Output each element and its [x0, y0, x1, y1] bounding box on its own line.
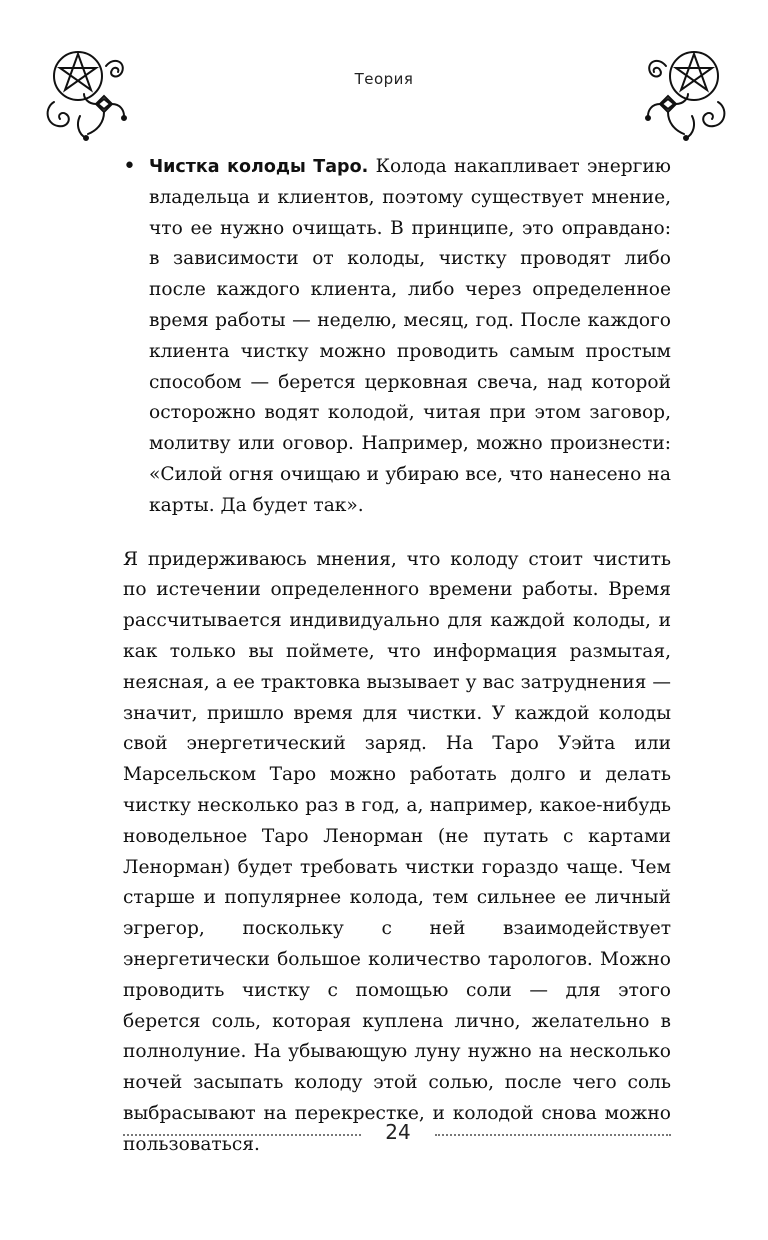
bullet-marker: • [123, 154, 136, 179]
bullet-item [123, 152, 671, 522]
body-paragraph: Я придерживаюсь мнения, что колоду стоит чистить по истечении определенного времени работы. Время рассчитывается индивидуально для каждой колоды, и как только вы поймете, что информация размытая, неясная, а ее трактовка вызывает у вас затруднения — значит, пришло время для чистки. У каждой колоды свой энергетический заряд. На Таро Уэйта или Марсельском Таро можно работать долго и делать чистку несколько раз в год, а, например, какое-нибудь новодельное Таро Ленорман (не путать с картами Ленорман) будет требовать чистки гораздо чаще. Чем старше и популярнее колода, тем сильнее ее личный эгрегор, поскольку с ней взаимодействует энергетически большое количество тарологов. Можно проводить чистку с помощью соли — для этого берется соль, которая куплена лично, желательно в полнолуние. На убывающую луну нужно на несколько ночей засыпать колоду этой солью, после чего соль выбрасывают на перекрестке, и колодой снова можно пользоваться. [123, 548, 671, 1155]
page-footer [123, 1118, 671, 1148]
footer-dotted-rule-left [123, 1134, 361, 1136]
page-body [123, 152, 671, 1161]
pentacle-ornament-icon [40, 44, 130, 144]
footer-dotted-rule-right [435, 1134, 671, 1136]
pentacle-ornament-icon [642, 44, 732, 144]
running-title: Теория [354, 70, 414, 88]
page-number: 24 [385, 1120, 411, 1144]
bullet-text: Колода накапливает энергию владельца и клиентов, поэтому существует мнение, что ее нужно очищать. В принципе, это оправдано: в зависимости от колоды, чистку проводят либо после каждого клиента, либо через определенное время работы — неделю, месяц, год. После каждого клиента чистку можно проводить самым простым способом — берется церковная свеча, над которой осторожно водят колодой, читая при этом заговор, молитву или оговор. Например, можно произнести: «Силой огня очищаю и убираю все, что нанесено на карты. Да будет так». [149, 156, 671, 516]
bullet-term: Чистка колоды Таро. [149, 157, 369, 177]
